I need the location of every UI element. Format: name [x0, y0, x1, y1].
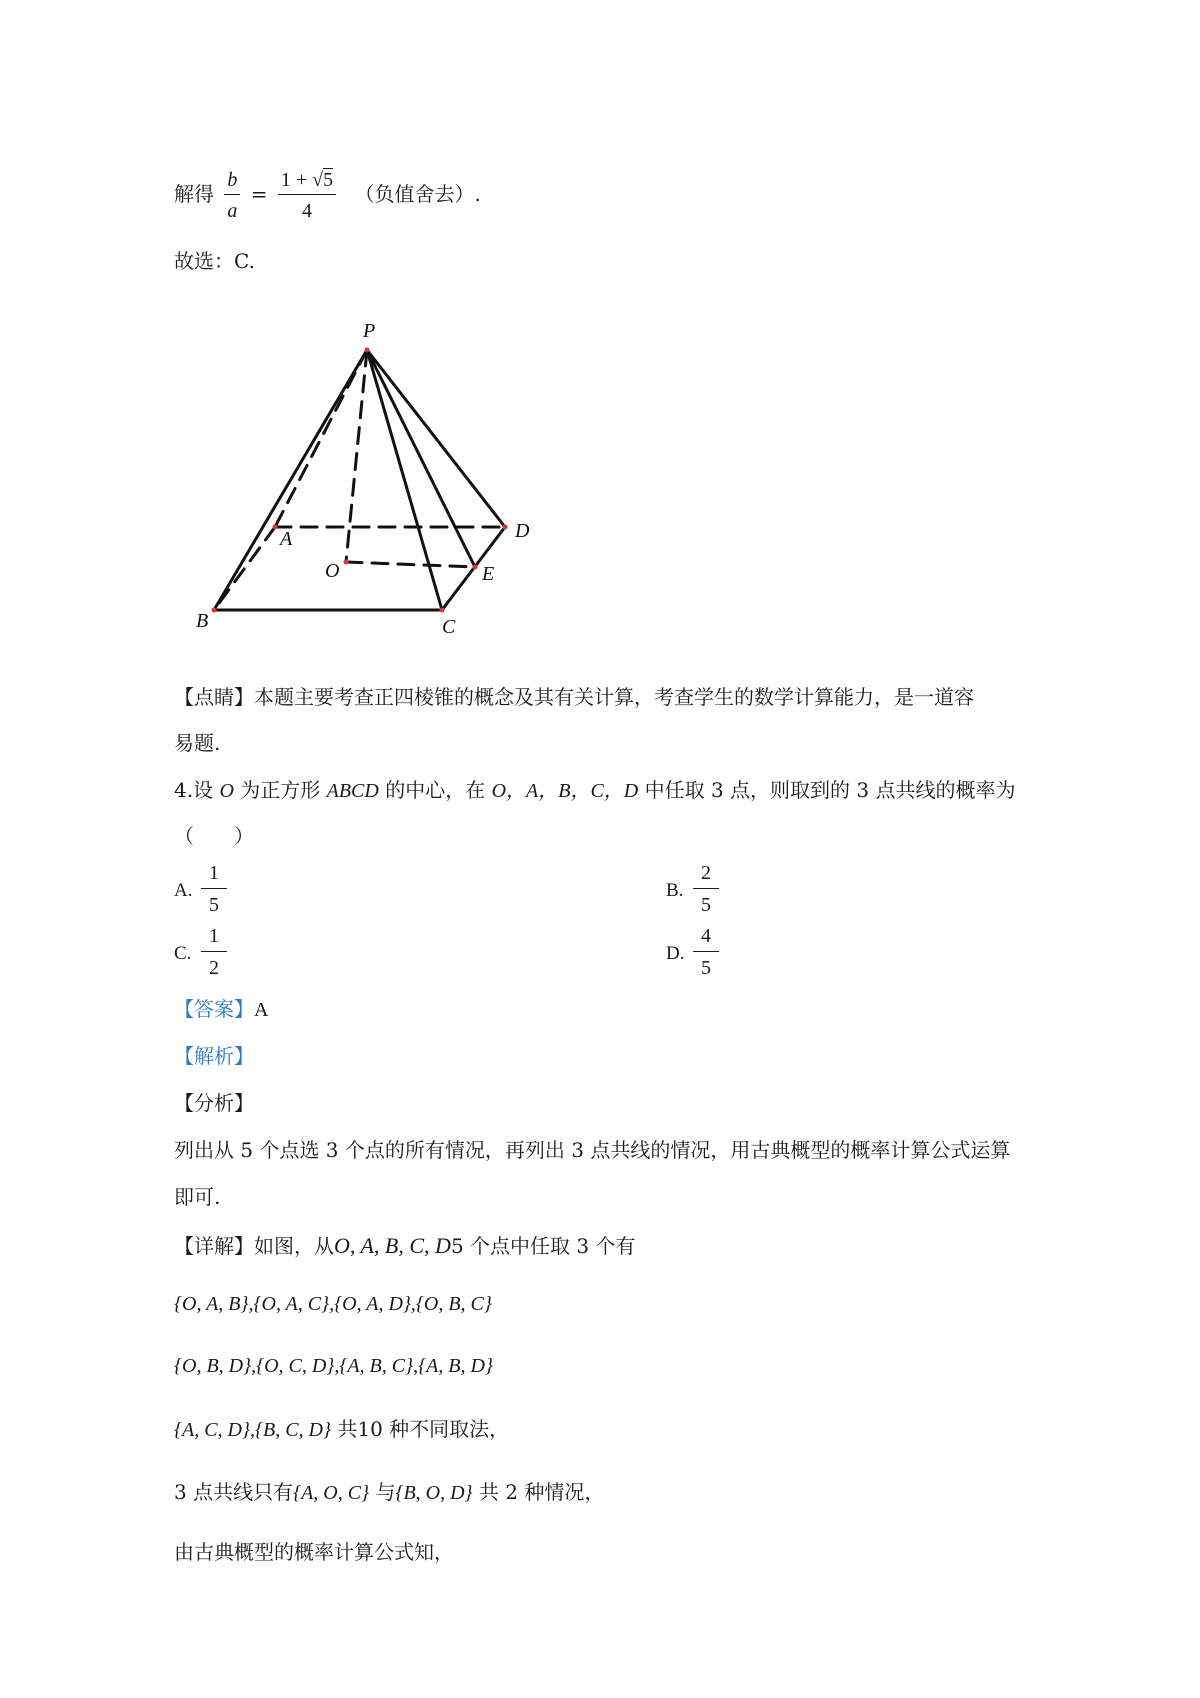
edge-P-B: [214, 350, 367, 610]
value-numerator: [278, 168, 336, 195]
solution-ratio-line: [174, 168, 481, 223]
combinations-row-1: {O, A, B},{O, A, C},{O, A, D},{O, B, C}: [174, 1293, 492, 1315]
question-square-name: ABCD: [326, 780, 379, 802]
option-a-numerator: 1: [201, 860, 227, 889]
ratio-numerator: b: [224, 168, 240, 195]
point-O: [344, 560, 349, 565]
collinear-set-2: {B, O, D}: [395, 1482, 473, 1504]
option-c-numerator: 1: [201, 923, 227, 952]
comment-line-1: 【点睛】本题主要考查正四棱锥的概念及其有关计算，考查学生的数学计算能力，是一道容: [174, 685, 974, 709]
question-prefix: 4.设: [174, 778, 220, 802]
edge-A-B: [214, 527, 275, 610]
collinear-line: [174, 1478, 604, 1507]
analysis-tag: 【解析】: [174, 1044, 254, 1068]
sqrt-radicand: 5: [323, 169, 334, 191]
combinations-row-3-sets: {A, C, D},{B, C, D}: [174, 1419, 331, 1441]
label-A: A: [280, 528, 293, 550]
option-b-denominator: 5: [701, 894, 711, 916]
solve-prefix: 解得: [174, 182, 214, 206]
label-B: B: [196, 610, 209, 632]
option-c-denominator: 2: [209, 957, 219, 979]
answer-tag: 【答案】: [174, 997, 254, 1021]
option-b-label[interactable]: B.: [666, 880, 684, 901]
final-line: 由古典概型的概率计算公式知，: [174, 1540, 454, 1564]
question-center-point: O: [219, 780, 234, 802]
collinear-b: 与: [369, 1480, 396, 1504]
label-D: D: [515, 520, 530, 542]
answer-value: A: [254, 999, 269, 1021]
option-b-numerator: 2: [693, 860, 719, 889]
question-mid-1: 为正方形: [233, 778, 327, 802]
collinear-a: 3 点共线只有: [174, 1480, 294, 1504]
ratio-b-over-a: [224, 168, 240, 223]
edge-P-D: [367, 350, 505, 527]
label-C: C: [442, 616, 456, 638]
fenxi-line-1: 列出从 5 个点选 3 个点的所有情况，再列出 3 点共线的情况，用古典概型的概率计算公式运算: [174, 1138, 1011, 1162]
sqrt-icon: √: [312, 169, 324, 191]
ratio-denominator: a: [227, 200, 238, 222]
comment-line-2: 易题.: [174, 731, 221, 755]
collinear-set-1: {A, O, C}: [293, 1482, 370, 1504]
value-denominator: 4: [301, 200, 312, 222]
combinations-count: 共10 种不同取法，: [331, 1417, 510, 1441]
option-c-label[interactable]: C.: [174, 943, 192, 964]
question-point-list: O，A，B，C，D: [491, 780, 639, 802]
point-P: [365, 348, 370, 353]
point-A: [273, 525, 278, 530]
point-E: [473, 565, 478, 570]
detail-tag: 【详解】: [174, 1234, 254, 1258]
segment-O-E: [346, 562, 475, 567]
question-mid-2: 的中心，在: [378, 778, 492, 802]
question-paren: （ ）: [174, 824, 254, 848]
label-O: O: [325, 560, 340, 582]
option-b-fraction[interactable]: [693, 860, 719, 918]
detail-intro-a: 如图，从: [254, 1234, 334, 1258]
detail-intro-b: 5 个点中任取 3 个有: [450, 1234, 636, 1258]
option-a-label[interactable]: A.: [174, 880, 193, 901]
value-numerator-left: 1 +: [280, 169, 313, 191]
point-C: [440, 608, 445, 613]
pyramid-figure: [180, 305, 530, 638]
answer-line: [174, 995, 268, 1024]
option-d-fraction[interactable]: [693, 923, 719, 981]
option-c-fraction[interactable]: [201, 923, 227, 981]
option-d-denominator: 5: [701, 957, 711, 979]
fenxi-line-2: 即可.: [174, 1185, 221, 1209]
point-D: [503, 525, 508, 530]
option-d-label[interactable]: D.: [666, 943, 685, 964]
label-E: E: [482, 563, 495, 585]
combinations-row-3: [174, 1415, 509, 1444]
option-d-numerator: 4: [693, 923, 719, 952]
fenxi-tag: 【分析】: [174, 1091, 254, 1115]
negative-discard-note: （负值舍去）.: [354, 182, 481, 206]
ratio-value-fraction: [278, 168, 336, 223]
edge-P-A: [275, 350, 367, 527]
label-P: P: [363, 320, 376, 342]
question-stem: [174, 776, 1015, 805]
point-B: [212, 608, 217, 613]
question-tail: 中任取 3 点，则取到的 3 点共线的概率为: [638, 778, 1016, 802]
choice-line: 故选：C.: [174, 249, 255, 273]
collinear-c: 共 2 种情况，: [472, 1480, 605, 1504]
combinations-row-2: {O, B, D},{O, C, D},{A, B, C},{A, B, D}: [174, 1355, 493, 1377]
detail-intro: [174, 1232, 635, 1260]
detail-point-list: O, A, B, C, D: [334, 1233, 451, 1258]
equals-sign: =: [250, 182, 268, 206]
option-a-denominator: 5: [209, 894, 219, 916]
option-a-fraction[interactable]: [201, 860, 227, 918]
